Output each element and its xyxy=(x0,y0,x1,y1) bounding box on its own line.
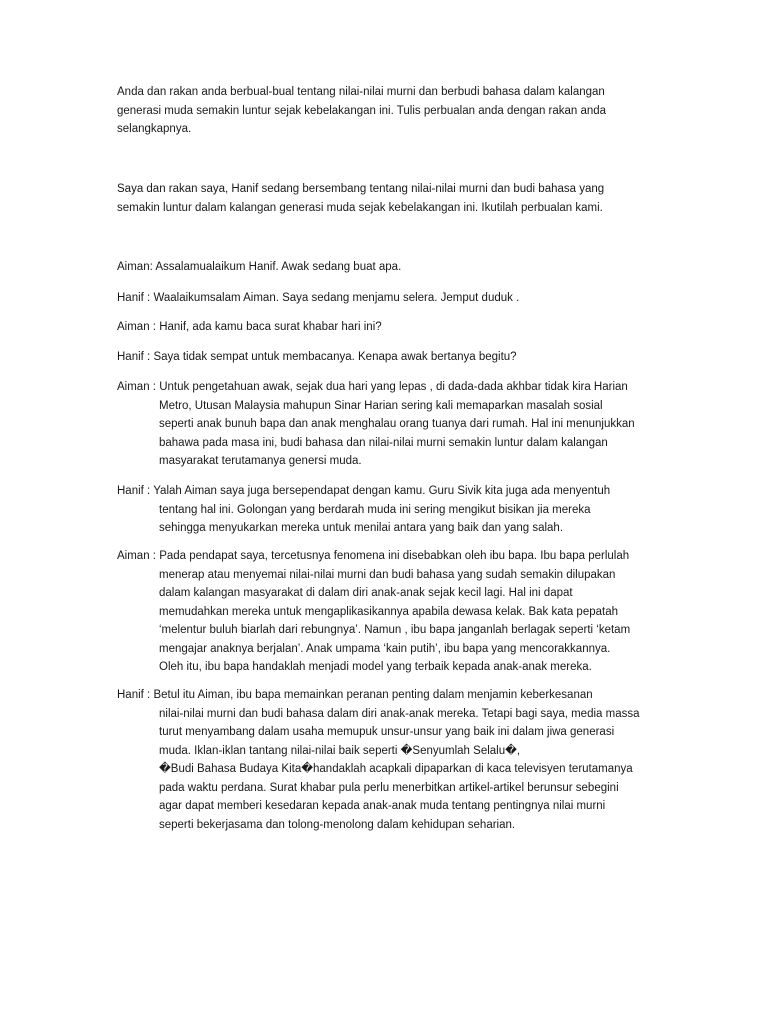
dialogue-text: : Waalaikumsalam Aiman. Saya sedang menjamu selera. Jemput duduk . xyxy=(143,292,520,304)
dialogue-line: dalam kalangan masyarakat di dalam diri anak-anak sejak kecil lagi. Hal ini dapat xyxy=(159,587,573,599)
dialogue-turn xyxy=(117,482,657,538)
speaker-name: Hanif xyxy=(117,485,144,497)
dialogue-line: pada waktu perdana. Surat khabar pula perlu menerbitkan artikel-artikel berunsur sebegini xyxy=(159,781,619,794)
dialogue-turn xyxy=(117,686,657,834)
dialogue-turn xyxy=(117,547,657,677)
dialogue-text: Assalamualaikum Hanif. Awak sedang buat apa. xyxy=(152,261,402,273)
dialogue-turn xyxy=(117,348,657,367)
dialogue-turn xyxy=(117,318,657,337)
dialogue-line: memudahkan mereka untuk mengaplikasikannya apabila dewasa kelak. Bak kata pepatah xyxy=(159,605,619,618)
speaker-name: Aiman xyxy=(117,550,150,562)
question-line: generasi muda semakin luntur sejak kebelakangan ini. Tulis perbualan anda dengan rakan anda xyxy=(117,104,607,117)
dialogue-text: : Untuk pengetahuan awak, sejak dua hari yang lepas , di dada-dada akhbar tidak kira Harian xyxy=(149,381,628,393)
dialogue-turn xyxy=(117,289,657,308)
intro-paragraph xyxy=(117,180,657,217)
dialogue-turn xyxy=(117,378,657,471)
dialogue-text: : Hanif, ada kamu baca surat khabar hari ini? xyxy=(149,321,382,333)
speaker-name: Aiman: xyxy=(117,261,153,273)
speaker-name: Aiman xyxy=(117,381,150,393)
dialogue-line: �Budi Bahasa Budaya Kita�handaklah acapkali dipaparkan di kaca televisyen terutamanya xyxy=(159,763,633,775)
intro-line: semakin luntur dalam kalangan generasi muda sejak kebelakangan ini. Ikutilah perbualan kami. xyxy=(117,201,603,214)
intro-line: Saya dan rakan saya, Hanif sedang bersembang tentang nilai-nilai murni dan budi bahasa yang xyxy=(117,183,605,195)
dialogue-text: : Saya tidak sempat untuk membacanya. Kenapa awak bertanya begitu? xyxy=(143,351,517,363)
dialogue-line: seperti anak bunuh bapa dan anak menghalau orang tuanya dari rumah. Hal ini menunjukkan xyxy=(159,418,635,430)
dialogue-line: bahawa pada masa ini, budi bahasa dan nilai-nilai murni semakin luntur dalam kalangan xyxy=(159,436,608,449)
speaker-name: Hanif xyxy=(117,689,144,701)
dialogue-line: agar dapat memberi kesedaran kepada anak-anak muda tentang pentingnya nilai murni xyxy=(159,800,606,812)
speaker-name: Hanif xyxy=(117,292,144,304)
speaker-name: Aiman xyxy=(117,321,150,333)
dialogue-line: menerap atau menyemai nilai-nilai murni dan budi bahasa yang sudah semakin dilupakan xyxy=(159,568,616,581)
question-line: Anda dan rakan anda berbual-bual tentang nilai-nilai murni dan berbudi bahasa dalam kalangan xyxy=(117,86,605,98)
dialogue-line: seperti bekerjasama dan tolong-menolong dalam kehidupan seharian. xyxy=(159,818,516,831)
dialogue-text: : Yalah Aiman saya juga bersependapat dengan kamu. Guru Sivik kita juga ada menyentuh xyxy=(143,485,611,497)
dialogue-line: sehingga menyukarkan mereka untuk menilai antara yang baik dan yang salah. xyxy=(159,522,564,534)
dialogue-line: tentang hal ini. Golongan yang berdarah muda ini sering mengikut bisikan jia mereka xyxy=(159,503,591,516)
dialogue-text: : Pada pendapat saya, tercetusnya fenomena ini disebabkan oleh ibu bapa. Ibu bapa perlulah xyxy=(149,550,630,562)
dialogue-line: nilai-nilai murni dan budi bahasa dalam diri anak-anak mereka. Tetapi bagi saya, media massa xyxy=(159,707,640,720)
dialogue-line: muda. Iklan-iklan tantang nilai-nilai baik seperti �Senyumlah Selalu�, xyxy=(159,744,521,757)
dialogue-line: mengajar anaknya berjalan’. Anak umpama ‘kain putih’, ibu bapa yang mencorakkannya. xyxy=(159,642,611,655)
dialogue-line: Metro, Utusan Malaysia mahupun Sinar Harian sering kali memaparkan masalah sosial xyxy=(159,399,603,412)
speaker-name: Hanif xyxy=(117,351,144,363)
dialogue-text: : Betul itu Aiman, ibu bapa memainkan peranan penting dalam menjamin keberkesanan xyxy=(143,689,593,701)
question-line: selangkapnya. xyxy=(117,123,192,135)
dialogue-line: Oleh itu, ibu bapa handaklah menjadi model yang terbaik kepada anak-anak mereka. xyxy=(159,661,592,673)
dialogue-turn xyxy=(117,258,657,277)
dialogue-line: masyarakat terutamanya genersi muda. xyxy=(159,455,362,467)
dialogue-line: ‘melentur buluh biarlah dari rebungnya’. Namun , ibu bapa janganlah berlagak seperti ‘ketam xyxy=(159,624,631,636)
essay-question xyxy=(117,83,657,139)
dialogue-line: turut menyambang dalam usaha memupuk unsur-unsur yang baik ini dalam jiwa generasi xyxy=(159,726,615,738)
